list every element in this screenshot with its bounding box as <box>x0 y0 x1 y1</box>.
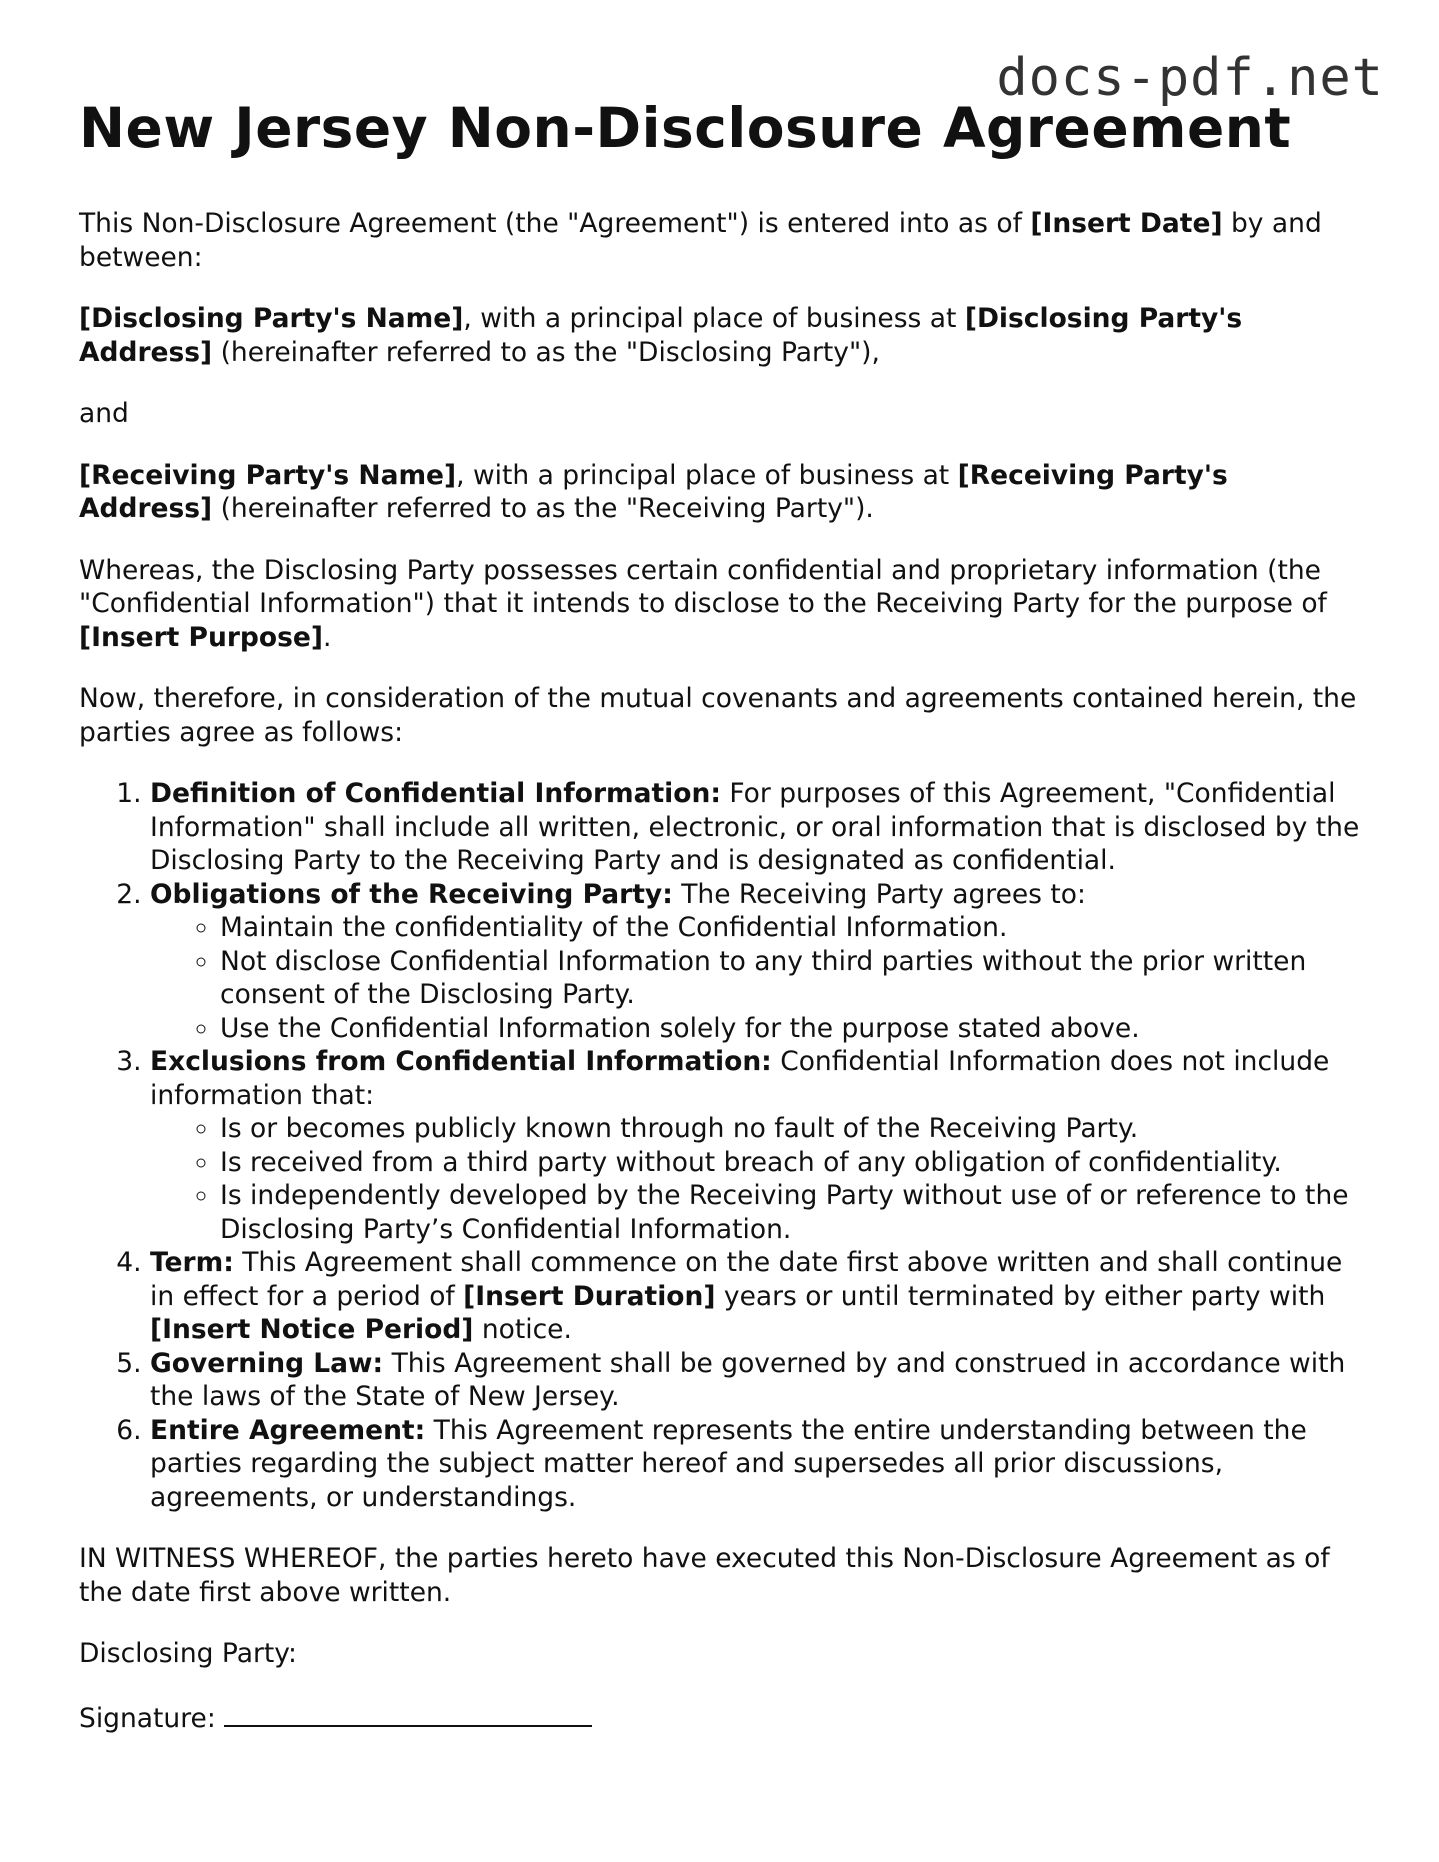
clause-governing-law <box>150 1347 1369 1414</box>
clause-term <box>150 1246 1369 1347</box>
signature-label: Signature: <box>79 1702 216 1734</box>
clause-text: This Agreement shall commence on the date first above written and shall continue in effect for a period of <box>150 1247 1343 1312</box>
disclosing-party-address: [Disclosing Party's Address] <box>79 303 1243 368</box>
receiving-party-after: (hereinafter referred to as the "Receiving Party"). <box>212 493 874 524</box>
clauses-list <box>79 777 1369 1514</box>
receiving-party-mid: , with a principal place of business at <box>456 459 958 491</box>
clause-heading: Definition of Confidential Information: <box>150 778 721 809</box>
list-item: ◦ Use the Confidential Information solely for the purpose stated above. <box>220 1012 1369 1046</box>
disclosing-party-name: [Disclosing Party's Name] <box>79 303 464 334</box>
now-therefore-paragraph: Now, therefore, in consideration of the mutual covenants and agreements contained herein, the parties agree as follows: <box>79 683 1357 748</box>
and-paragraph: and <box>79 398 129 429</box>
list-item: ◦ Is or becomes publicly known through no fault of the Receiving Party. <box>220 1112 1369 1146</box>
obligations-list <box>150 911 1369 1045</box>
whereas-end: . <box>322 621 332 653</box>
page-title: New Jersey Non-Disclosure Agreement <box>79 96 1292 160</box>
disclosing-party-mid: , with a principal place of business at <box>463 303 965 334</box>
clause-exclusions <box>150 1045 1369 1246</box>
intro-text-end: by and between: <box>79 208 1322 273</box>
clause-heading: Obligations of the Receiving Party: <box>150 878 673 910</box>
witness-paragraph: IN WITNESS WHEREOF, the parties hereto have executed this Non-Disclosure Agreement as of the date first above written. <box>79 1543 1330 1608</box>
clause-obligations <box>150 878 1369 1046</box>
disclosing-party-after: (hereinafter referred to as the "Disclosing Party"), <box>212 336 880 368</box>
notice-placeholder: [Insert Notice Period] <box>150 1314 474 1345</box>
whereas-paragraph <box>79 554 1369 655</box>
clause-text: This Agreement shall be governed by and construed in accordance with the laws of the State of New Jersey. <box>150 1347 1346 1412</box>
list-item: ◦ Maintain the confidentiality of the Confidential Information. <box>220 911 1369 945</box>
clause-text: For purposes of this Agreement, "Confidential Information" shall include all written, electronic, or oral information that is disclosed by the Disclosing Party to the Receiving Party and is designated as confidential. <box>150 778 1360 876</box>
whereas-text: Whereas, the Disclosing Party possesses certain confidential and proprietary information (the "Confidential Information") that it intends to disclose to the Receiving Party for the purpose of <box>79 554 1327 619</box>
intro-text: This Non-Disclosure Agreement (the "Agreement") is entered into as of <box>79 208 1031 239</box>
receiving-party-paragraph <box>79 459 1369 526</box>
document-body <box>79 92 1369 1763</box>
receiving-party-address: [Receiving Party's Address] <box>79 459 1228 524</box>
duration-placeholder: [Insert Duration] <box>463 1280 716 1312</box>
list-item: ◦ Is received from a third party without breach of any obligation of confidentiality. <box>220 1146 1369 1180</box>
clause-text: notice. <box>473 1314 572 1345</box>
watermark: docs-pdf.net <box>996 48 1384 108</box>
clause-heading: Entire Agreement: <box>150 1414 426 1446</box>
signature-party-label: Disclosing Party: <box>79 1638 297 1669</box>
clause-heading: Exclusions from Confidential Information: <box>150 1046 772 1077</box>
clause-text: Confidential Information does not include information that: <box>150 1046 1330 1111</box>
disclosing-party-paragraph <box>79 302 1369 369</box>
intro-paragraph <box>79 207 1369 274</box>
receiving-party-name: [Receiving Party's Name] <box>79 459 457 491</box>
list-item: ◦ Not disclose Confidential Information to any third parties without the prior written consent of the Disclosing Party. <box>220 945 1369 1012</box>
signature-line <box>224 1699 592 1727</box>
signature-row <box>79 1699 1369 1736</box>
clause-text: The Receiving Party agrees to: <box>672 878 1086 910</box>
clause-entire-agreement <box>150 1414 1369 1515</box>
exclusions-list <box>150 1112 1369 1246</box>
clause-heading: Term: <box>150 1247 234 1278</box>
clause-heading: Governing Law: <box>150 1347 384 1379</box>
clause-text: This Agreement represents the entire understanding between the parties regarding the subject matter hereof and supersedes all prior discussions, agreements, or understandings. <box>150 1414 1307 1513</box>
list-item: ◦ Is independently developed by the Receiving Party without use of or reference to the Disclosing Party’s Confidential Information. <box>220 1179 1369 1246</box>
date-placeholder: [Insert Date] <box>1030 208 1223 239</box>
purpose-placeholder: [Insert Purpose] <box>79 621 323 653</box>
clause-text: years or until terminated by either party with <box>715 1280 1326 1312</box>
clause-definition <box>150 777 1369 878</box>
